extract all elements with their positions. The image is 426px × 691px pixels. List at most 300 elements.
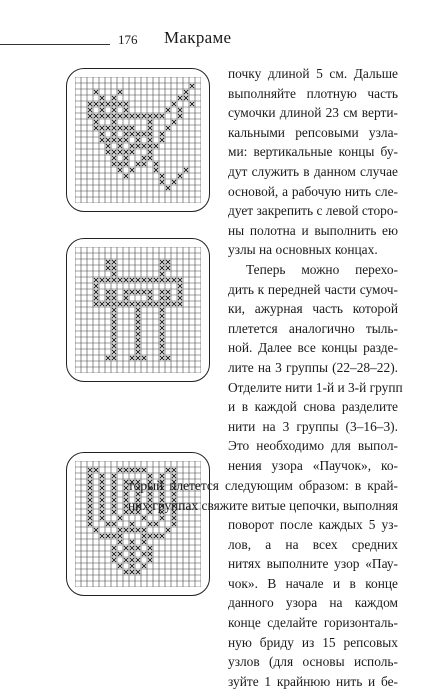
cross-stitch-mark — [106, 260, 110, 264]
cross-stitch-mark — [106, 266, 110, 270]
cross-stitch-mark — [148, 156, 152, 160]
cross-stitch-mark — [118, 528, 122, 532]
text-line: лите на 3 группы (22–28–22). — [228, 359, 398, 375]
cross-stitch-mark — [112, 534, 116, 538]
pattern-figure-cross-stitch-ornament — [66, 452, 210, 596]
cross-stitch-mark — [136, 528, 140, 532]
cross-stitch-mark — [130, 564, 134, 568]
cross-stitch-mark — [124, 138, 128, 142]
body-text-column-1 — [228, 64, 403, 475]
cross-stitch-mark — [88, 504, 92, 508]
cross-stitch-mark — [112, 108, 116, 112]
cross-stitch-mark — [166, 290, 170, 294]
cross-stitch-mark — [100, 278, 104, 282]
cross-stitch-mark — [148, 138, 152, 142]
cross-stitch-mark — [118, 144, 122, 148]
cross-stitch-mark — [112, 474, 116, 478]
text-line: зуйте 1 крайнюю нить и бе- — [228, 673, 398, 689]
cross-stitch-mark — [106, 302, 110, 306]
cross-stitch-mark — [106, 522, 110, 526]
cross-stitch-mark — [142, 516, 146, 520]
cross-stitch-mark — [112, 344, 116, 348]
cross-stitch-mark — [136, 344, 140, 348]
cross-stitch-mark — [172, 522, 176, 526]
cross-stitch-mark — [106, 278, 110, 282]
cross-stitch-mark — [160, 326, 164, 330]
cross-stitch-mark — [178, 114, 182, 118]
cross-stitch-mark — [148, 278, 152, 282]
cross-stitch-mark — [154, 278, 158, 282]
cross-stitch-mark — [160, 314, 164, 318]
text-line: выполняйте плотную часть — [228, 85, 398, 101]
cross-stitch-mark — [178, 96, 182, 100]
cross-stitch-mark — [112, 350, 116, 354]
cross-stitch-mark — [118, 278, 122, 282]
cross-stitch-mark — [136, 114, 140, 118]
text-line: сумочки длиной 23 см верти- — [228, 105, 398, 121]
cross-stitch-mark — [148, 522, 152, 526]
cross-stitch-mark — [172, 468, 176, 472]
cross-stitch-mark — [160, 272, 164, 276]
cross-stitch-mark — [112, 504, 116, 508]
cross-stitch-mark — [118, 138, 122, 142]
cross-stitch-mark — [124, 156, 128, 160]
cross-stitch-mark — [148, 120, 152, 124]
cross-stitch-mark — [112, 480, 116, 484]
cross-stitch-mark — [160, 308, 164, 312]
cross-stitch-mark — [124, 468, 128, 472]
cross-stitch-mark — [166, 302, 170, 306]
cross-stitch-mark — [136, 338, 140, 342]
cross-stitch-mark — [178, 296, 182, 300]
cross-stitch-mark — [160, 266, 164, 270]
cross-stitch-mark — [118, 114, 122, 118]
cross-stitch-mark — [160, 296, 164, 300]
cross-stitch-mark — [166, 296, 170, 300]
cross-stitch-mark — [112, 326, 116, 330]
cross-stitch-mark — [112, 278, 116, 282]
cross-stitch-mark — [172, 302, 176, 306]
cross-stitch-mark — [142, 114, 146, 118]
cross-stitch-mark — [94, 278, 98, 282]
cross-stitch-mark — [94, 284, 98, 288]
cross-stitch-mark — [136, 302, 140, 306]
cross-stitch-mark — [154, 162, 158, 166]
cross-stitch-mark — [160, 132, 164, 136]
text-line: них группах свяжите витые цепочки, выполняя — [128, 497, 398, 513]
cross-stitch-mark — [112, 162, 116, 166]
cross-stitch-mark — [136, 356, 140, 360]
cross-stitch-mark — [130, 168, 134, 172]
cross-stitch-mark — [160, 534, 164, 538]
cross-stitch-mark — [106, 356, 110, 360]
cross-stitch-mark — [106, 534, 110, 538]
cross-stitch-mark — [94, 296, 98, 300]
text-line: плетется аналогично тыль- — [228, 320, 398, 336]
cross-stitch-mark — [112, 320, 116, 324]
cross-stitch-mark — [178, 284, 182, 288]
cross-stitch-mark — [88, 114, 92, 118]
cross-stitch-mark — [112, 132, 116, 136]
text-line: торый плетется следующим образом: в край- — [128, 478, 398, 493]
cross-stitch-mark — [166, 260, 170, 264]
cross-stitch-mark — [130, 570, 134, 574]
text-line: лов, а на всех средних — [228, 536, 398, 552]
cross-stitch-mark — [148, 290, 152, 294]
cross-stitch-mark — [106, 150, 110, 154]
cross-stitch-mark — [142, 468, 146, 472]
running-title: Макраме — [164, 28, 232, 47]
pattern-figure-cross-stitch-animal — [66, 68, 210, 212]
cross-stitch-mark — [136, 320, 140, 324]
cross-stitch-mark — [112, 558, 116, 562]
cross-stitch-mark — [160, 278, 164, 282]
cross-stitch-mark — [166, 528, 170, 532]
cross-stitch-mark — [106, 290, 110, 294]
cross-stitch-mark — [130, 356, 134, 360]
cross-stitch-mark — [142, 564, 146, 568]
text-line: основой, а рабочую нить сле- — [228, 183, 398, 199]
cross-stitch-mark — [154, 302, 158, 306]
text-line: поворот после каждых 5 уз- — [228, 517, 398, 532]
cross-stitch-mark — [100, 108, 104, 112]
cross-stitch-mark — [106, 138, 110, 142]
cross-stitch-mark — [148, 534, 152, 538]
cross-stitch-mark — [112, 308, 116, 312]
cross-stitch-mark — [148, 114, 152, 118]
cross-stitch-mark — [130, 528, 134, 532]
cross-stitch-mark — [130, 290, 134, 294]
cross-stitch-mark — [130, 558, 134, 562]
cross-stitch-mark — [124, 174, 128, 178]
cross-stitch-mark — [88, 492, 92, 496]
cross-stitch-mark — [100, 138, 104, 142]
cross-stitch-mark — [100, 126, 104, 130]
cross-stitch-mark — [154, 114, 158, 118]
cross-stitch-mark — [112, 120, 116, 124]
cross-stitch-mark — [166, 468, 170, 472]
cross-stitch-mark — [160, 174, 164, 178]
cross-stitch-mark — [112, 356, 116, 360]
cross-stitch-mark — [94, 90, 98, 94]
cross-stitch-mark — [166, 278, 170, 282]
cross-stitch-mark — [136, 332, 140, 336]
cross-stitch-mark — [148, 150, 152, 154]
text-line: нения узора «Паучок», ко- — [228, 457, 398, 473]
cross-stitch-mark — [112, 260, 116, 264]
cross-stitch-mark — [106, 144, 110, 148]
cross-stitch-mark — [112, 156, 116, 160]
cross-stitch-mark — [184, 90, 188, 94]
cross-stitch-mark — [88, 522, 92, 526]
cross-stitch-mark — [112, 522, 116, 526]
cross-stitch-mark — [160, 350, 164, 354]
cross-stitch-mark — [160, 302, 164, 306]
cross-stitch-mark — [166, 126, 170, 130]
cross-stitch-mark — [112, 510, 116, 514]
cross-stitch-mark — [136, 570, 140, 574]
cross-stitch-mark — [148, 144, 152, 148]
cross-stitch-mark — [178, 108, 182, 112]
cross-stitch-mark — [142, 356, 146, 360]
text-line: узлы на основных концах. — [228, 242, 378, 258]
cross-stitch-mark — [100, 534, 104, 538]
cross-stitch-mark — [112, 338, 116, 342]
text-line: дить к передней части сумоч- — [228, 281, 398, 297]
cross-stitch-mark — [160, 356, 164, 360]
cross-stitch-mark — [136, 132, 140, 136]
cross-stitch-mark — [136, 350, 140, 354]
page-number: 176 — [118, 32, 138, 47]
cross-stitch-mark — [160, 320, 164, 324]
cross-stitch-mark — [160, 180, 164, 184]
cross-stitch-mark — [94, 126, 98, 130]
cross-stitch-mark — [148, 552, 152, 556]
cross-stitch-mark — [124, 114, 128, 118]
cross-stitch-mark — [154, 144, 158, 148]
cross-stitch-mark — [118, 534, 122, 538]
text-line: ны полотна и выполнить ею — [228, 222, 398, 238]
text-line: узлов (для основы исполь- — [228, 654, 398, 670]
cross-stitch-mark — [142, 528, 146, 532]
cross-stitch-mark — [118, 150, 122, 154]
cross-stitch-mark — [100, 510, 104, 514]
cross-stitch-mark — [178, 290, 182, 294]
body-text-wide — [128, 476, 398, 515]
text-line: ной. Далее все концы разде- — [228, 340, 398, 356]
text-line: ми: вертикальные концы бу- — [228, 144, 398, 160]
cross-stitch-mark — [160, 138, 164, 142]
cross-stitch-mark — [112, 486, 116, 490]
cross-stitch-mark — [130, 278, 134, 282]
cross-stitch-mark — [130, 144, 134, 148]
cross-stitch-mark — [94, 114, 98, 118]
cross-stitch-mark — [160, 516, 164, 520]
cross-stitch-mark — [166, 108, 170, 112]
cross-stitch-mark — [100, 132, 104, 136]
cross-stitch-mark — [118, 168, 122, 172]
cross-stitch-mark — [160, 344, 164, 348]
cross-stitch-mark — [100, 516, 104, 520]
cross-stitch-mark — [142, 534, 146, 538]
cross-stitch-mark — [88, 102, 92, 106]
cross-stitch-mark — [118, 126, 122, 130]
cross-stitch-mark — [100, 492, 104, 496]
cross-stitch-mark — [136, 138, 140, 142]
cross-stitch-mark — [130, 132, 134, 136]
cross-stitch-mark — [112, 150, 116, 154]
cross-stitch-mark — [172, 278, 176, 282]
cross-stitch-mark — [142, 144, 146, 148]
cross-stitch-mark — [154, 522, 158, 526]
cross-stitch-mark — [142, 132, 146, 136]
cross-stitch-mark — [142, 278, 146, 282]
cross-stitch-mark — [88, 468, 92, 472]
cross-stitch-mark — [130, 522, 134, 526]
cross-stitch-mark — [166, 186, 170, 190]
cross-stitch-mark — [112, 138, 116, 142]
text-line: конце сделайте горизонталь- — [228, 614, 398, 630]
cross-stitch-mark — [166, 356, 170, 360]
cross-stitch-mark — [124, 150, 128, 154]
cross-stitch-mark — [118, 564, 122, 568]
cross-stitch-mark — [148, 546, 152, 550]
cross-stitch-mark — [118, 162, 122, 166]
cross-stitch-mark — [112, 332, 116, 336]
text-line: Отделите нити 1-й и 3-й групп — [228, 379, 403, 395]
cross-stitch-mark — [88, 480, 92, 484]
cross-stitch-mark — [100, 102, 104, 106]
cross-stitch-mark — [178, 302, 182, 306]
cross-stitch-mark — [118, 516, 122, 520]
cross-stitch-mark — [136, 546, 140, 550]
cross-stitch-mark — [124, 102, 128, 106]
cross-stitch-mark — [124, 558, 128, 562]
cross-stitch-mark — [154, 168, 158, 172]
cross-stitch-mark — [172, 120, 176, 124]
cross-stitch-mark — [124, 162, 128, 166]
cross-stitch-mark — [112, 272, 116, 276]
cross-stitch-mark — [160, 260, 164, 264]
cross-stitch-mark — [184, 96, 188, 100]
cross-stitch-mark — [118, 468, 122, 472]
text-line: Это необходимо для выпол- — [228, 438, 398, 454]
cross-stitch-mark — [148, 302, 152, 306]
cross-stitch-mark — [124, 290, 128, 294]
text-line: и в каждой снова разделите — [228, 399, 398, 415]
cross-stitch-mark — [130, 150, 134, 154]
cross-stitch-mark — [112, 498, 116, 502]
cross-stitch-mark — [112, 492, 116, 496]
cross-stitch-mark — [106, 296, 110, 300]
cross-stitch-mark — [130, 552, 134, 556]
cross-stitch-mark — [88, 474, 92, 478]
cross-stitch-mark — [166, 266, 170, 270]
cross-stitch-mark — [136, 314, 140, 318]
cross-stitch-mark — [94, 120, 98, 124]
cross-stitch-mark — [160, 332, 164, 336]
cross-stitch-mark — [118, 302, 122, 306]
cross-stitch-mark — [106, 114, 110, 118]
text-line: кальными репсовыми узла- — [228, 124, 398, 140]
cross-stitch-mark — [118, 90, 122, 94]
text-line: почку длиной 5 см. Дальше — [228, 66, 398, 81]
text-line-indent: Теперь можно перехо- — [246, 261, 398, 277]
cross-stitch-mark — [136, 468, 140, 472]
cross-stitch-mark — [136, 278, 140, 282]
cross-stitch-mark — [130, 114, 134, 118]
cross-stitch-mark — [88, 510, 92, 514]
text-line: ную бриду из 15 репсовых — [228, 634, 398, 650]
cross-stitch-mark — [124, 278, 128, 282]
cross-stitch-mark — [88, 498, 92, 502]
cross-stitch-mark — [112, 266, 116, 270]
cross-stitch-mark — [88, 108, 92, 112]
cross-stitch-mark — [112, 126, 116, 130]
cross-stitch-mark — [112, 96, 116, 100]
cross-stitch-mark — [184, 168, 188, 172]
cross-stitch-mark — [118, 540, 122, 544]
cross-stitch-mark — [136, 144, 140, 148]
cross-stitch-mark — [124, 528, 128, 532]
cross-stitch-mark — [112, 302, 116, 306]
cross-stitch-mark — [112, 314, 116, 318]
cross-stitch-mark — [124, 546, 128, 550]
cross-stitch-mark — [100, 114, 104, 118]
text-line: нити на 3 группы (3–16–3). — [228, 418, 398, 434]
cross-stitch-mark — [190, 102, 194, 106]
cross-stitch-mark — [130, 468, 134, 472]
cross-stitch-mark — [118, 102, 122, 106]
pattern-grid-1 — [75, 77, 201, 203]
cross-stitch-mark — [112, 552, 116, 556]
cross-stitch-mark — [148, 296, 152, 300]
cross-stitch-mark — [136, 308, 140, 312]
cross-stitch-mark — [142, 540, 146, 544]
body-text-column-2 — [228, 515, 398, 691]
cross-stitch-mark — [100, 504, 104, 508]
cross-stitch-mark — [94, 528, 98, 532]
cross-stitch-mark — [100, 480, 104, 484]
text-line: чок». В начале и в конце — [228, 575, 398, 591]
cross-stitch-mark — [142, 290, 146, 294]
cross-stitch-mark — [160, 290, 164, 294]
cross-stitch-mark — [112, 546, 116, 550]
page-header — [0, 26, 426, 50]
cross-stitch-mark — [172, 516, 176, 520]
cross-stitch-mark — [136, 326, 140, 330]
cross-stitch-mark — [88, 516, 92, 520]
cross-stitch-mark — [94, 302, 98, 306]
cross-stitch-mark — [124, 570, 128, 574]
cross-stitch-mark — [100, 302, 104, 306]
cross-stitch-mark — [142, 302, 146, 306]
cross-stitch-mark — [178, 278, 182, 282]
cross-stitch-mark — [94, 290, 98, 294]
text-line: данного узора на каждом — [228, 595, 398, 611]
cross-stitch-mark — [142, 552, 146, 556]
cross-stitch-mark — [124, 108, 128, 112]
cross-stitch-mark — [112, 296, 116, 300]
cross-stitch-mark — [100, 486, 104, 490]
cross-stitch-mark — [130, 126, 134, 130]
cross-stitch-mark — [124, 302, 128, 306]
text-line: дует закрепить с левой сторо- — [228, 203, 399, 219]
cross-stitch-mark — [142, 162, 146, 166]
cross-stitch-mark — [94, 468, 98, 472]
cross-stitch-mark — [106, 102, 110, 106]
cross-stitch-mark — [106, 126, 110, 130]
cross-stitch-mark — [100, 498, 104, 502]
cross-stitch-mark — [148, 132, 152, 136]
pattern-figure-cross-stitch-robot — [66, 238, 210, 382]
cross-stitch-mark — [112, 290, 116, 294]
cross-stitch-mark — [148, 558, 152, 562]
pattern-grid-2 — [75, 247, 201, 373]
cross-stitch-mark — [100, 474, 104, 478]
cross-stitch-mark — [148, 126, 152, 130]
cross-stitch-mark — [124, 296, 128, 300]
cross-stitch-mark — [160, 338, 164, 342]
cross-stitch-mark — [124, 132, 128, 136]
cross-stitch-mark — [136, 558, 140, 562]
text-line: нитях выполните узор «Пау- — [228, 556, 398, 572]
cross-stitch-mark — [154, 534, 158, 538]
cross-stitch-mark — [100, 96, 104, 100]
cross-stitch-mark — [172, 102, 176, 106]
cross-stitch-mark — [124, 126, 128, 130]
cross-stitch-mark — [94, 102, 98, 106]
